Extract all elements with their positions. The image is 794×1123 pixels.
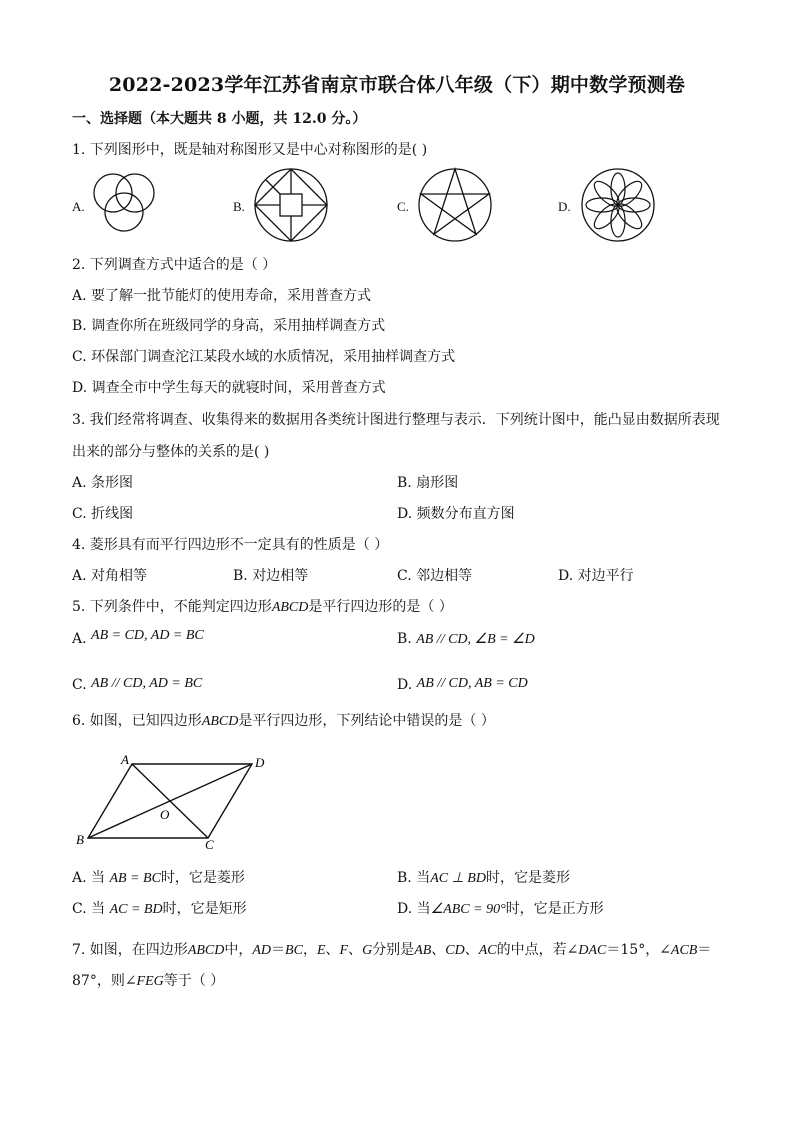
q7-text: 87°，则∠: [72, 973, 137, 989]
q1-figure-a-three-circles: [88, 165, 168, 245]
q7-text: 中，: [224, 942, 253, 958]
q7-math: F: [339, 943, 349, 958]
q6-option-a-pre: A. 当: [72, 870, 106, 886]
q5-stem-math: ABCD: [271, 600, 309, 615]
q6-option-c-post: 时，它是矩形: [162, 901, 247, 917]
section-heading: 一、选择题（本大题共 8 小题，共 12.0 分。）: [72, 111, 367, 127]
q2-option-a: A. 要了解一批节能灯的使用寿命，采用普查方式: [72, 288, 372, 304]
q6-option-c-math: AC = BD: [109, 902, 163, 917]
q1-stem: 1. 下列图形中，既是轴对称图形又是中心对称图形的是( ): [72, 142, 428, 158]
q6-option-d-post: 时，它是正方形: [505, 901, 604, 917]
q1-option-d-label: D.: [558, 199, 571, 214]
q7-stem-line1: [72, 941, 711, 960]
vertex-b-label: B: [76, 832, 84, 847]
q7-math: AB: [414, 943, 432, 958]
q6-option-d-pre: D. 当: [397, 901, 431, 917]
q7-text: 、: [464, 942, 479, 958]
q7-text: 、: [431, 942, 446, 958]
q6-option-c-pre: C. 当: [72, 901, 106, 917]
q6-stem-post: 是平行四边形，下列结论中错误的是（ ）: [238, 713, 495, 729]
q5-option-c: [72, 676, 202, 695]
q7-math: ACB: [670, 943, 698, 958]
q5-option-a-math: AB = CD, AD = BC: [91, 628, 204, 643]
q7-math: ABCD: [187, 943, 225, 958]
q1-figure-c-star-in-circle: [418, 168, 498, 248]
page-title: 2022-2023学年江苏省南京市联合体八年级（下）期中数学预测卷: [108, 74, 686, 96]
q7-text: 、: [325, 942, 340, 958]
q1-figure-d-flower: [581, 168, 661, 248]
q7-stem-line2: [72, 972, 224, 991]
q2-option-c: C. 环保部门调查沱江某段水域的水质情况，采用抽样调查方式: [72, 349, 456, 365]
q6-parallelogram-figure: [74, 752, 274, 862]
q4-option-b: B. 对边相等: [233, 568, 309, 584]
q7-math: E: [316, 943, 326, 958]
q7-math: BC: [285, 943, 303, 958]
q3-stem-line2: 出来的部分与整体的关系的是( ): [72, 444, 270, 460]
q3-stem-line1: 3. 我们经常将调查、收集得来的数据用各类统计图进行整理与表示．下列统计图中，能凸显由数据所表现: [72, 412, 720, 428]
q5-option-c-math: AB // CD, AD = BC: [91, 676, 203, 691]
q6-stem-pre: 6. 如图，已知四边形: [72, 713, 202, 729]
q5-option-d-label: D.: [397, 677, 413, 693]
q6-stem-math: ABCD: [201, 714, 239, 729]
q6-option-b-pre: B. 当: [397, 870, 431, 886]
q2-option-b: B. 调查你所在班级同学的身高，采用抽样调查方式: [72, 318, 386, 334]
q6-option-c: [72, 900, 247, 919]
q7-text: ，: [302, 942, 317, 958]
q7-text: ＝: [271, 942, 286, 958]
q7-text: 等于（ ）: [163, 973, 225, 989]
q7-math: G: [362, 943, 373, 958]
q7-math: DAC: [578, 943, 607, 958]
q7-text: ＝15°，∠: [606, 942, 671, 958]
q3-option-b: B. 扇形图: [397, 475, 459, 491]
vertex-c-label: C: [205, 837, 214, 852]
q4-option-a: A. 对角相等: [72, 568, 148, 584]
q6-option-b-post: 时，它是菱形: [485, 870, 570, 886]
q7-math: AD: [252, 943, 272, 958]
q7-math: AC: [478, 943, 497, 958]
q7-text: 7. 如图，在四边形: [72, 942, 188, 958]
q1-option-b-label: B.: [233, 199, 245, 214]
q3-option-a: A. 条形图: [72, 475, 134, 491]
q6-option-a-post: 时，它是菱形: [160, 870, 245, 886]
q5-stem-post: 是平行四边形的是（ ）: [308, 599, 453, 615]
q7-text: ＝: [697, 942, 712, 958]
q6-option-b-math: AC ⊥ BD: [430, 871, 486, 886]
q4-option-d: D. 对边平行: [558, 568, 634, 584]
q6-option-b: [397, 869, 570, 888]
q7-text: 、: [348, 942, 363, 958]
q5-option-d-math: AB // CD, AB = CD: [416, 676, 528, 691]
q1-option-a-label: A.: [72, 199, 85, 214]
q5-stem-pre: 5. 下列条件中，不能判定四边形: [72, 599, 272, 615]
q6-option-a-math: AB = BC: [109, 871, 161, 886]
q6-stem: [72, 712, 495, 731]
q3-option-c: C. 折线图: [72, 506, 134, 522]
q5-option-b: [397, 630, 535, 649]
q2-stem: 2. 下列调查方式中适合的是（ ）: [72, 257, 277, 273]
q1-option-c-label: C.: [397, 199, 409, 214]
q2-option-d: D. 调查全市中学生每天的就寝时间，采用普查方式: [72, 380, 386, 396]
q7-math: FEG: [136, 974, 164, 989]
q7-text: 的中点，若∠: [496, 942, 579, 958]
q5-stem: [72, 598, 453, 617]
q5-option-d: [397, 676, 528, 695]
vertex-a-label: A: [121, 752, 129, 767]
vertex-d-label: D: [255, 755, 265, 770]
q7-text: 分别是: [372, 942, 415, 958]
center-o-label: O: [160, 807, 170, 822]
q7-math: CD: [445, 943, 465, 958]
q4-option-c: C. 邻边相等: [397, 568, 473, 584]
q5-option-a-label: A.: [72, 631, 87, 647]
q6-option-d: [397, 900, 604, 919]
q5-option-b-label: B.: [397, 631, 412, 647]
q1-figure-b-pinwheel-square: [254, 168, 334, 248]
q3-option-d: D. 频数分布直方图: [397, 506, 515, 522]
q4-stem: 4. 菱形具有而平行四边形不一定具有的性质是（ ）: [72, 537, 389, 553]
q5-option-a: [72, 630, 204, 649]
q6-option-d-math: ∠ABC = 90°: [430, 902, 506, 917]
q5-option-b-math: AB // CD, ∠B = ∠D: [416, 632, 535, 647]
diagonal-bd: [88, 764, 252, 838]
q5-option-c-label: C.: [72, 677, 87, 693]
q6-option-a: [72, 869, 245, 888]
